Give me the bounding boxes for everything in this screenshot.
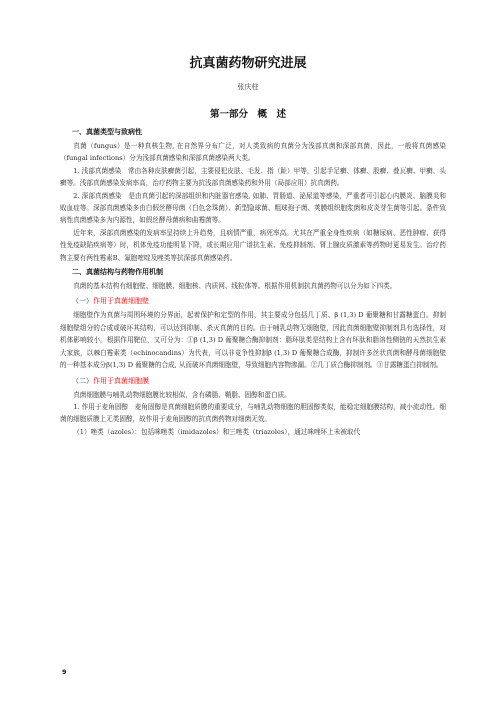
article-title: 抗真菌药物研究进展 (189, 56, 307, 71)
subsection-heading-cell-membrane (60, 375, 446, 387)
paragraph: 2. 深部真菌感染 是由真菌引起的深部组织和内脏器官感染, 如肺、胃肠道、泌尿道等感染，严重者可引起心内膜炎、脑膜炎和败血症等。深部真菌感染多由白假丝酵母菌（白色念珠菌）、新型隐球菌、粗球孢子菌、荚膜组织胞浆菌和皮炎芽生菌等引起。条件致病性真菌感染多为内源性，如假丝酵母菌病和曲霉菌等。 (60, 191, 446, 225)
paragraph: 真菌细胞膜与哺乳动物细胞膜比较相似，含有磷脂、鞘脂、固醇和蛋白质。 (73, 390, 291, 399)
subsection-heading-cell-wall (60, 295, 446, 307)
section-heading-2: 二、真菌结构与药物作用机制 (72, 268, 163, 277)
paragraph: 真菌（fungus）是一种真核生物, 在自然界分布广泛，对人类致病的真菌分为浅部真菌和深部真菌，因此，一般将真菌感染（fungal infections）分为浅部真菌感染和深部真菌感染两大类。 (60, 142, 446, 163)
page-number: 9 (62, 668, 67, 676)
paragraph: 细胞壁作为真菌与周围环境的分界面，起着保护和定型的作用，其主要成分包括几丁质、β (1,3) D 葡聚糖和甘露糖蛋白。抑制细胞壁组分的合成或破坏其结构，可以达到抑制、杀灭真菌的目的。由于哺乳动物无细胞壁，因此真菌细胞壁抑制剂具有选择性，对机体影响较小。根据作用靶位，又可分为：①β (1,3) D 葡聚糖合酶抑制剂：脂环肽类是结构上含有环肽和脂溶性侧链的天然抗生素大家族，以棘白霉素类（echinocandins）为代表，可以非竞争性抑制β (1,3) D 葡聚糖合成酶，抑制许多丝状真菌和酵母菌细胞壁的一种基本成分β(1,3) D 葡聚糖的合成, 从而破坏真菌细胞壁，导致细胞内容物渗漏。②几丁质合酶抑制剂。③甘露糖蛋白抑制剂。 (60, 311, 446, 370)
paragraph: 1. 浅部真菌感染 常由各种皮肤癣菌引起，主要侵犯皮肤、毛发、指（趾）甲等，引起手足癣、体癣、股癣、叠瓦癣、甲癣、头癣等。浅部真菌感染发病率高，治疗药物主要为抗浅部真菌感染药和外用（局部应用）抗真菌药。 (60, 166, 446, 188)
paragraph: （1）唑类（azoles）：包括咪唑类（imidazoles）和三唑类（triazoles），通过咪唑环上未被取代 (73, 427, 361, 436)
author-name: 张庆柱 (237, 83, 259, 91)
paragraph: 真菌的基本结构有细胞壁、细胞膜、细胞核、内质网、线粒体等。根据作用机制抗真菌药物可以分为如下四类。 (73, 282, 397, 291)
paragraph: 近年来，深部真菌感染的发病率呈持续上升趋势，且病情严重，病死率高。尤其在严重全身性疾病（如糖尿病、恶性肿瘤、获得性免疫缺陷疾病等）时，机体免疫功能明显下降，或长期应用广谱抗生素、免疫抑制剂、肾上腺皮质激素等药物时更易发生。治疗药物主要有两性霉素B、氟胞嘧啶及唑类等抗深部真菌感染药。 (60, 228, 446, 262)
subsection-number: （二） (72, 376, 93, 385)
subsection-number: （一） (72, 297, 93, 306)
subsection-label: 作用于真菌细胞膜 (93, 376, 149, 385)
paragraph: 1. 作用于麦角固醇 麦角固醇是真菌细胞质膜的重要成分，与哺乳动物细胞的胆固醇类似，能稳定细胞膜结构，减小流动性。细菌的细胞质膜上无类固醇，故作用于麦角固醇的抗真菌药物对细菌无效。 (60, 402, 446, 424)
section-heading-1: 一、真菌类型与致病性 (72, 128, 142, 136)
subsection-label: 作用于真菌细胞壁 (93, 297, 149, 306)
part-heading: 第一部分 概 述 (209, 109, 286, 120)
body-content (60, 124, 446, 438)
